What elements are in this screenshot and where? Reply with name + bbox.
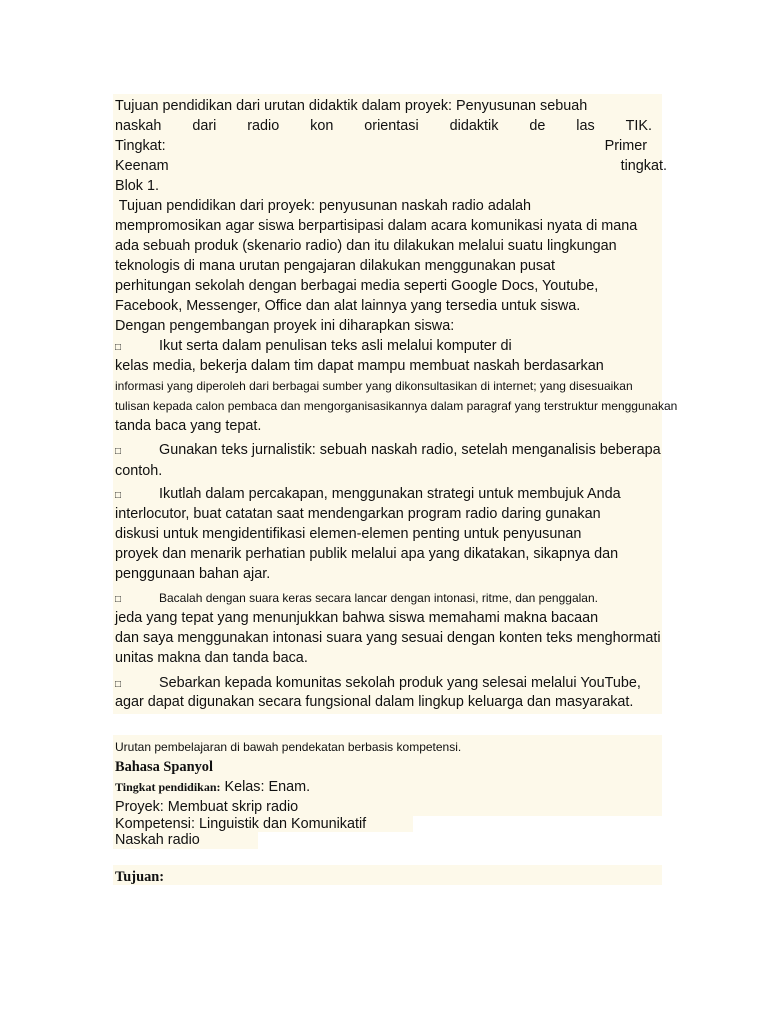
text-line: interlocutor, buat catatan saat mendengarkan program radio daring gunakan (115, 506, 601, 522)
level-line: Tingkat pendidikan: Kelas: Enam. (115, 779, 311, 795)
text-line: ada sebuah produk (skenario radio) dan itu dilakukan melalui suatu lingkungan (115, 238, 617, 254)
bullet-item: □ Ikutlah dalam percakapan, menggunakan strategi untuk membujuk Anda (115, 484, 621, 506)
text-line: tanda baca yang tepat. (115, 418, 262, 434)
objective-heading: Tujuan: (115, 869, 165, 885)
bullet-item: □ Sebarkan kepada komunitas sekolah produk yang selesai melalui YouTube, (115, 673, 641, 695)
subject-heading: Bahasa Spanyol (115, 759, 213, 775)
text-line: dan saya menggunakan intonasi suara yang sesuai dengan konten teks menghormati (115, 630, 661, 646)
section-intro: Urutan pembelajaran di bawah pendekatan berbasis kompetensi. (115, 740, 462, 754)
justified-line: Keenam tingkat. (115, 158, 667, 174)
checkbox-bullet-icon: □ (115, 490, 122, 501)
block-heading: Blok 1. (115, 178, 159, 194)
text-line: tulisan kepada calon pembaca dan mengorganisasikannya dalam paragraf yang terstruktur menggunakan (115, 399, 678, 413)
text-line: unitas makna dan tanda baca. (115, 650, 308, 666)
justified-line: Tingkat: Primer (115, 138, 647, 154)
text-line: jeda yang tepat yang menunjukkan bahwa siswa memahami makna bacaan (115, 610, 599, 626)
text-line: Dengan pengembangan proyek ini diharapkan siswa: (115, 318, 455, 334)
text-line: informasi yang diperoleh dari berbagai sumber yang dikonsultasikan di internet; yang disesuaikan (115, 379, 633, 393)
text-line: Tujuan pendidikan dari urutan didaktik dalam proyek: Penyusunan sebuah (115, 98, 588, 114)
text-line: agar dapat digunakan secara fungsional dalam lingkup keluarga dan masyarakat. (115, 694, 634, 710)
text-line: contoh. (115, 463, 163, 479)
text-line: Facebook, Messenger, Office dan alat lainnya yang tersedia untuk siswa. (115, 298, 581, 314)
competence-line: Kompetensi: Linguistik dan Komunikatif (115, 816, 367, 832)
text-highlight (113, 865, 662, 885)
bullet-item: □ Bacalah dengan suara keras secara lancar dengan intonasi, ritme, dan penggalan. (115, 588, 598, 610)
project-line: Proyek: Membuat skrip radio (115, 799, 299, 815)
bullet-item: □ Ikut serta dalam penulisan teks asli melalui komputer di (115, 336, 512, 358)
checkbox-bullet-icon: □ (115, 679, 122, 690)
text-line: Tujuan pendidikan dari proyek: penyusunan naskah radio adalah (115, 198, 532, 214)
text-line: proyek dan menarik perhatian publik melalui apa yang dikatakan, sikapnya dan (115, 546, 619, 562)
text-line: penggunaan bahan ajar. (115, 566, 271, 582)
justified-line: naskah dari radio kon orientasi didaktik de las TIK. (115, 118, 652, 134)
script-line: Naskah radio (115, 832, 200, 848)
text-line: diskusi untuk mengidentifikasi elemen-elemen penting untuk penyusunan (115, 526, 582, 542)
checkbox-bullet-icon: □ (115, 342, 122, 353)
bullet-item: □ Gunakan teks jurnalistik: sebuah naskah radio, setelah menganalisis beberapa (115, 440, 661, 462)
text-line: perhitungan sekolah dengan berbagai media seperti Google Docs, Youtube, (115, 278, 599, 294)
checkbox-bullet-icon: □ (115, 446, 122, 457)
text-line: teknologis di mana urutan pengajaran dilakukan menggunakan pusat (115, 258, 556, 274)
checkbox-bullet-icon: □ (115, 594, 122, 605)
text-line: mempromosikan agar siswa berpartisipasi dalam acara komunikasi nyata di mana (115, 218, 638, 234)
text-line: kelas media, bekerja dalam tim dapat mampu membuat naskah berdasarkan (115, 358, 604, 374)
